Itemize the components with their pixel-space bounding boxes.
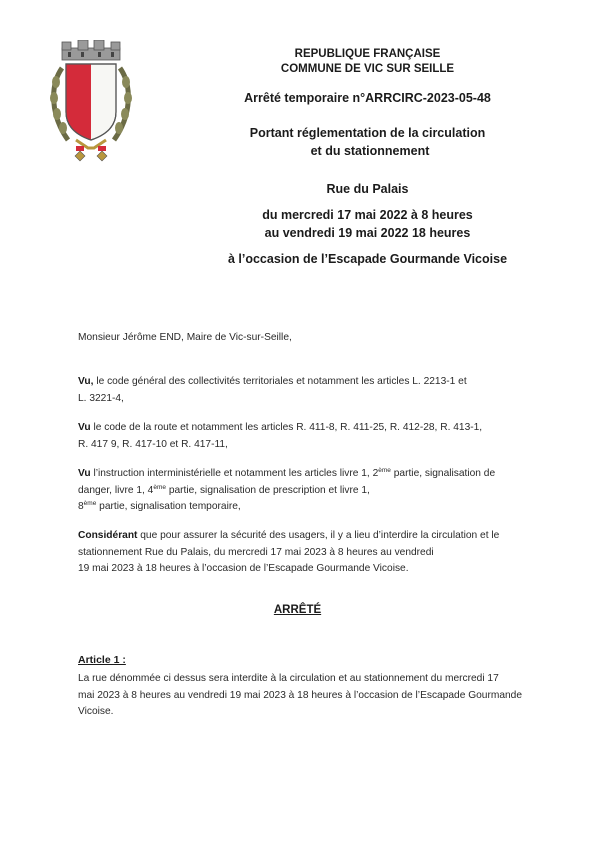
considerant-text: stationnement Rue du Palais, du mercredi 17 mai 2023 à 8 heures au vendredi	[78, 546, 434, 558]
superscript: ème	[83, 500, 97, 507]
article-1-text	[78, 671, 550, 721]
vu-lead: Vu	[78, 468, 91, 479]
arrete-heading: ARRÊTÉ	[273, 604, 322, 616]
vu-paragraph-1	[78, 374, 550, 407]
article-text: mai 2023 à 8 heures au vendredi 19 mai 2023 à 18 heures à l’occasion de l’Escapade Gourmande	[78, 689, 523, 701]
arrete-number: Arrêté temporaire n°ARRCIRC-2023-05-48	[244, 91, 491, 105]
occasion-line: à l’occasion de l’Escapade Gourmande Vicoise	[227, 252, 508, 266]
vu-text: 8	[78, 501, 84, 512]
vu-text: partie, signalisation de	[390, 468, 496, 479]
vu-text: L. 3221-4,	[78, 392, 124, 404]
street-name: Rue du Palais	[326, 182, 409, 196]
considerant-text: 19 mai 2023 à 18 heures à l’occasion de l’Escapade Gourmande Vicoise.	[78, 563, 409, 574]
vu-text: le code général des collectivités territoriales et notamment les articles L. 2213-1 et	[93, 376, 467, 387]
vu-lead: Vu,	[78, 376, 94, 387]
vu-text: partie, signalisation temporaire,	[96, 501, 241, 512]
vu-paragraph-2	[78, 420, 550, 453]
commune-heading: COMMUNE DE VIC SUR SEILLE	[280, 63, 455, 75]
superscript: ème	[153, 483, 166, 491]
vu-text: danger, livre 1, 4	[78, 484, 154, 496]
vu-lead: Vu	[78, 422, 91, 433]
vu-paragraph-3	[78, 466, 550, 516]
vu-text: le code de la route et notamment les articles R. 411-8, R. 411-25, R. 412-28, R. 413-1,	[90, 422, 483, 433]
vu-text: R. 417 9, R. 417-10 et R. 417-11,	[78, 438, 228, 450]
considerant-paragraph	[78, 528, 550, 578]
mayor-line: Monsieur Jérôme END, Maire de Vic-sur-Seille,	[78, 332, 292, 343]
date-from: du mercredi 17 mai 2022 à 8 heures	[262, 208, 473, 222]
superscript: ème	[378, 467, 391, 474]
republic-heading: REPUBLIQUE FRANÇAISE	[294, 48, 441, 60]
coat-of-arms-icon	[48, 40, 134, 164]
subject-line-1: Portant réglementation de la circulation	[249, 126, 486, 140]
considerant-lead: Considérant	[78, 530, 138, 541]
considerant-text: que pour assurer la sécurité des usagers, il y a lieu d’interdire la circulation et le	[137, 530, 500, 541]
article-text: La rue dénommée ci dessus sera interdite à la circulation et au stationnement du mercredi 17	[78, 673, 499, 684]
vu-text: l’instruction interministérielle et notamment les articles livre 1, 2	[90, 468, 379, 479]
article-text: Vicoise.	[78, 706, 114, 717]
subject-line-2: et du stationnement	[310, 144, 430, 158]
vu-text: partie, signalisation de prescription et livre 1,	[165, 484, 370, 496]
date-to: au vendredi 19 mai 2022 18 heures	[264, 226, 471, 240]
article-1-title: Article 1 :	[78, 654, 126, 666]
